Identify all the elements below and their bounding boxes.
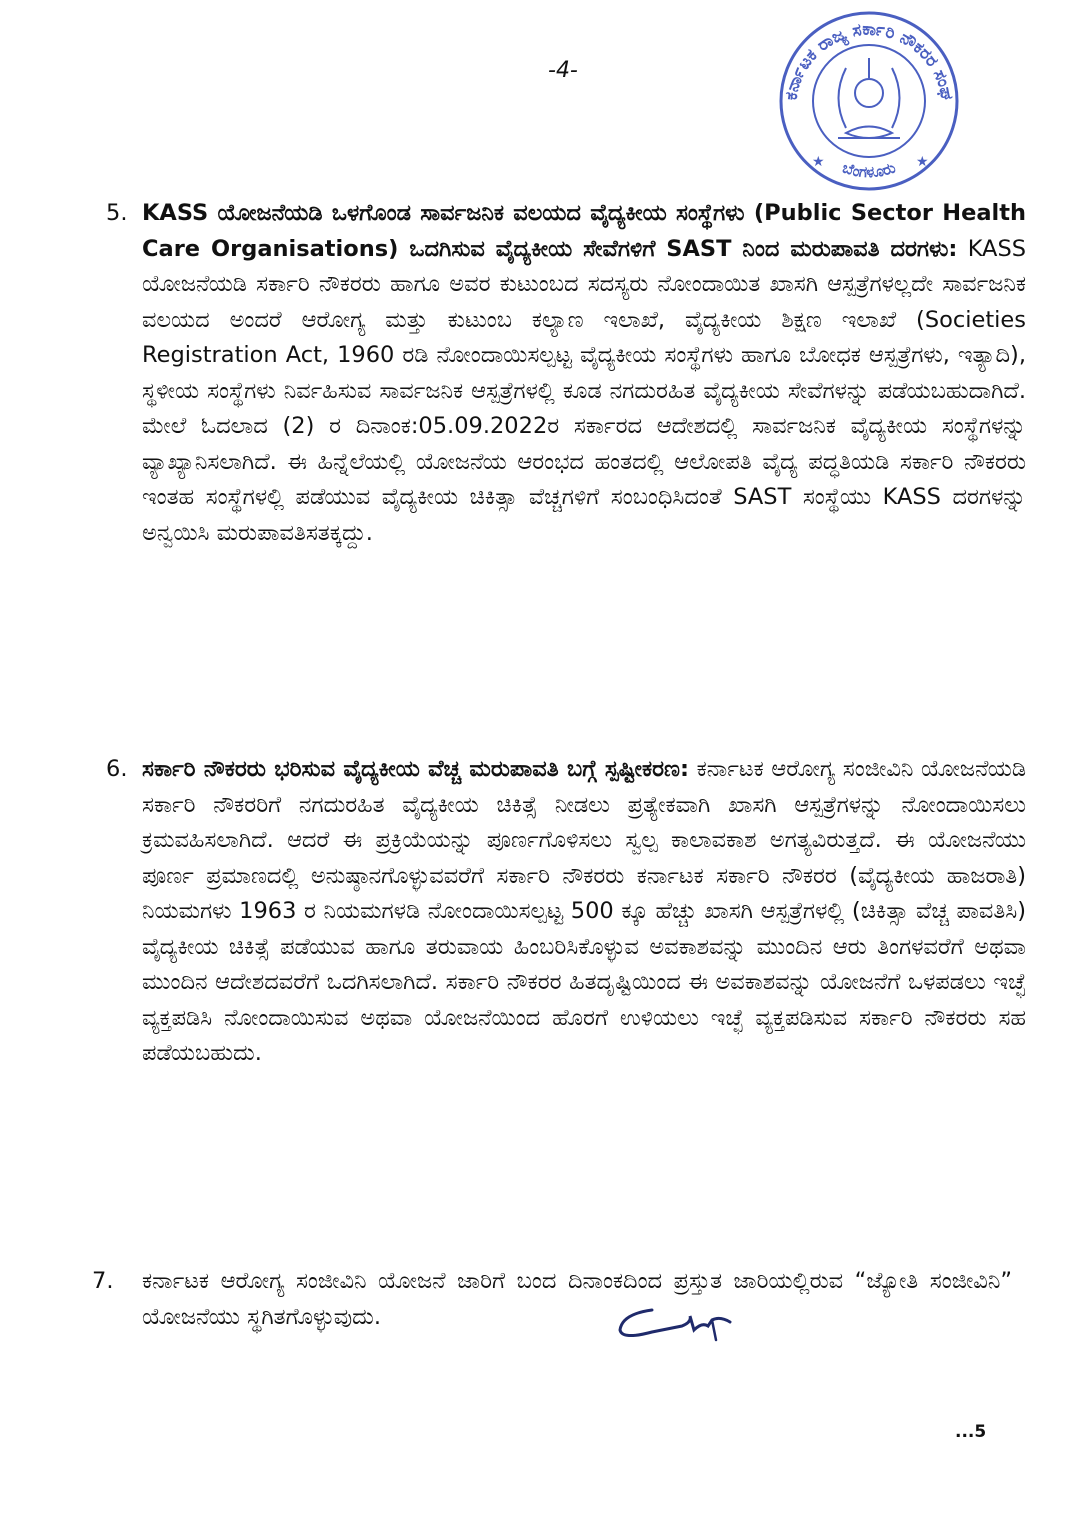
- clause-text: ಕರ್ನಾಟಕ ಆರೋಗ್ಯ ಸಂಜೀವಿನಿ ಯೋಜನೆ ಜಾರಿಗೆ ಬಂದ ದಿನಾಂಕದಿಂದ ಪ್ರಸ್ತುತ ಜಾರಿಯಲ್ಲಿರುವ “ಜ್ಯೋತಿ ಸಂಜೀವಿನಿ” ಯೋಜನೆಯು ಸ್ಥಗಿತಗೊಳ್ಳುವುದು.: [142, 1268, 1012, 1330]
- svg-text:★: ★: [812, 154, 825, 170]
- official-seal-icon: [776, 8, 962, 194]
- svg-text:ಬೆಂಗಳೂರು: [840, 158, 898, 181]
- clause-5: [106, 196, 1026, 551]
- clause-heading: ಸರ್ಕಾರಿ ನೌಕರರು ಭರಿಸುವ ವೈದ್ಯಕೀಯ ವೆಚ್ಚ ಮರುಪಾವತಿ ಬಗ್ಗೆ ಸ್ಪಷ್ಟೀಕರಣ:: [142, 756, 689, 782]
- clause-text: KASS ಯೋಜನೆಯಡಿ ಸರ್ಕಾರಿ ನೌಕರರು ಹಾಗೂ ಅವರ ಕುಟುಂಬದ ಸದಸ್ಯರು ನೋಂದಾಯಿತ ಖಾಸಗಿ ಆಸ್ಪತ್ರೆಗಳಲ್ಲದೇ ಸಾರ್ವಜನಿಕ ವಲಯದ ಅಂದರೆ ಆರೋಗ್ಯ ಮತ್ತು ಕುಟುಂಬ ಕಲ್ಯಾಣ ಇಲಾಖೆ, ವೈದ್ಯಕೀಯ ಶಿಕ್ಷಣ ಇಲಾಖೆ (Societies Registration Act, 1960 ರಡಿ ನೋಂದಾಯಿಸಲ್ಪಟ್ಟ ವೈದ್ಯಕೀಯ ಸಂಸ್ಥೆಗಳು ಹಾಗೂ ಬೋಧಕ ಆಸ್ಪತ್ರೆಗಳು, ಇತ್ಯಾದಿ), ಸ್ಥಳೀಯ ಸಂಸ್ಥೆಗಳು ನಿರ್ವಹಿಸುವ ಸಾರ್ವಜನಿಕ ಆಸ್ಪತ್ರೆಗಳಲ್ಲಿ ಕೂಡ ನಗದುರಹಿತ ವೈದ್ಯಕೀಯ ಸೇವೆಗಳನ್ನು ಪಡೆಯಬಹುದಾಗಿದೆ. ಮೇಲೆ ಓದಲಾದ (2) ರ ದಿನಾಂಕ:05.09.2022ರ ಸರ್ಕಾರದ ಆದೇಶದಲ್ಲಿ ಸಾರ್ವಜನಿಕ ವೈದ್ಯಕೀಯ ಸಂಸ್ಥೆಗಳನ್ನು ವ್ಯಾಖ್ಯಾನಿಸಲಾಗಿದೆ. ಈ ಹಿನ್ನೆಲೆಯಲ್ಲಿ ಯೋಜನೆಯ ಆರಂಭದ ಹಂತದಲ್ಲಿ ಆಲೋಪತಿ ವೈದ್ಯ ಪದ್ಧತಿಯಡಿ ಸರ್ಕಾರಿ ನೌಕರರು ಇಂತಹ ಸಂಸ್ಥೆಗಳಲ್ಲಿ ಪಡೆಯುವ ವೈದ್ಯಕೀಯ ಚಿಕಿತ್ಸಾ ವೆಚ್ಚಗಳಿಗೆ ಸಂಬಂಧಿಸಿದಂತೆ SAST ಸಂಸ್ಥೆಯು KASS ದರಗಳನ್ನು ಅನ್ವಯಿಸಿ ಮರುಪಾವತಿಸತಕ್ಕದ್ದು.: [142, 235, 1027, 546]
- emblem-icon: [838, 58, 900, 138]
- clause-heading: KASS ಯೋಜನೆಯಡಿ ಒಳಗೊಂಡ ಸಾರ್ವಜನಿಕ ವಲಯದ ವೈದ್ಯಕೀಯ ಸಂಸ್ಥೆಗಳು (Public Sector Health Care Organisations) ಒದಗಿಸುವ ವೈದ್ಯಕೀಯ ಸೇವೆಗಳಿಗೆ SAST ನಿಂದ ಮರುಪಾವತಿ ದರಗಳು:: [142, 200, 1026, 262]
- clause-number: 5.: [106, 200, 128, 226]
- page-number: -4-: [548, 58, 578, 83]
- clause-7: [92, 1264, 1012, 1335]
- clause-number: 7.: [92, 1268, 114, 1294]
- svg-text:★: ★: [916, 154, 929, 170]
- continued-page-marker: ...5: [955, 1422, 987, 1442]
- clause-number: 6.: [106, 756, 128, 782]
- seal-outer-text: ಕರ್ನಾಟಕ ರಾಜ್ಯ ಸರ್ಕಾರಿ ನೌಕರರ ಸಂಘ: [781, 19, 957, 102]
- seal-bottom-text: ಬೆಂಗಳೂರು: [840, 158, 898, 182]
- clause-6: [106, 752, 1026, 1072]
- clause-text: ಕರ್ನಾಟಕ ಆರೋಗ್ಯ ಸಂಜೀವಿನಿ ಯೋಜನೆಯಡಿ ಸರ್ಕಾರಿ ನೌಕರರಿಗೆ ನಗದುರಹಿತ ವೈದ್ಯಕೀಯ ಚಿಕಿತ್ಸೆ ನೀಡಲು ಪ್ರತ್ಯೇಕವಾಗಿ ಖಾಸಗಿ ಆಸ್ಪತ್ರೆಗಳನ್ನು ನೋಂದಾಯಿಸಲು ಕ್ರಮವಹಿಸಲಾಗಿದೆ. ಆದರೆ ಈ ಪ್ರಕ್ರಿಯೆಯನ್ನು ಪೂರ್ಣಗೊಳಿಸಲು ಸ್ವಲ್ಪ ಕಾಲಾವಕಾಶ ಅಗತ್ಯವಿರುತ್ತದೆ. ಈ ಯೋಜನೆಯು ಪೂರ್ಣ ಪ್ರಮಾಣದಲ್ಲಿ ಅನುಷ್ಠಾನಗೊಳ್ಳುವವರೆಗೆ ಸರ್ಕಾರಿ ನೌಕರರು ಕರ್ನಾಟಕ ಸರ್ಕಾರಿ ನೌಕರರ (ವೈದ್ಯಕೀಯ ಹಾಜರಾತಿ) ನಿಯಮಗಳು 1963 ರ ನಿಯಮಗಳಡಿ ನೋಂದಾಯಿಸಲ್ಪಟ್ಟ 500 ಕ್ಕೂ ಹೆಚ್ಚು ಖಾಸಗಿ ಆಸ್ಪತ್ರೆಗಳಲ್ಲಿ (ಚಿಕಿತ್ಸಾ ವೆಚ್ಚ ಪಾವತಿಸಿ) ವೈದ್ಯಕೀಯ ಚಿಕಿತ್ಸೆ ಪಡೆಯುವ ಹಾಗೂ ತರುವಾಯ ಹಿಂಬರಿಸಿಕೊಳ್ಳುವ ಅವಕಾಶವನ್ನು ಮುಂದಿನ ಆರು ತಿಂಗಳವರೆಗೆ ಅಥವಾ ಮುಂದಿನ ಆದೇಶದವರೆಗೆ ಒದಗಿಸಲಾಗಿದೆ. ಸರ್ಕಾರಿ ನೌಕರರ ಹಿತದೃಷ್ಟಿಯಿಂದ ಈ ಅವಕಾಶವನ್ನು ಯೋಜನೆಗೆ ಒಳಪಡಲು ಇಚ್ಛೆ ವ್ಯಕ್ತಪಡಿಸಿ ನೋಂದಾಯಿಸುವ ಅಥವಾ ಯೋಜನೆಯಿಂದ ಹೊರಗೆ ಉಳಿಯಲು ಇಚ್ಛೆ ವ್ಯಕ್ತಪಡಿಸುವ ಸರ್ಕಾರಿ ನೌಕರರು ಸಹ ಪಡೆಯಬಹುದು.: [142, 756, 1026, 1066]
- signature-icon: [612, 1296, 752, 1346]
